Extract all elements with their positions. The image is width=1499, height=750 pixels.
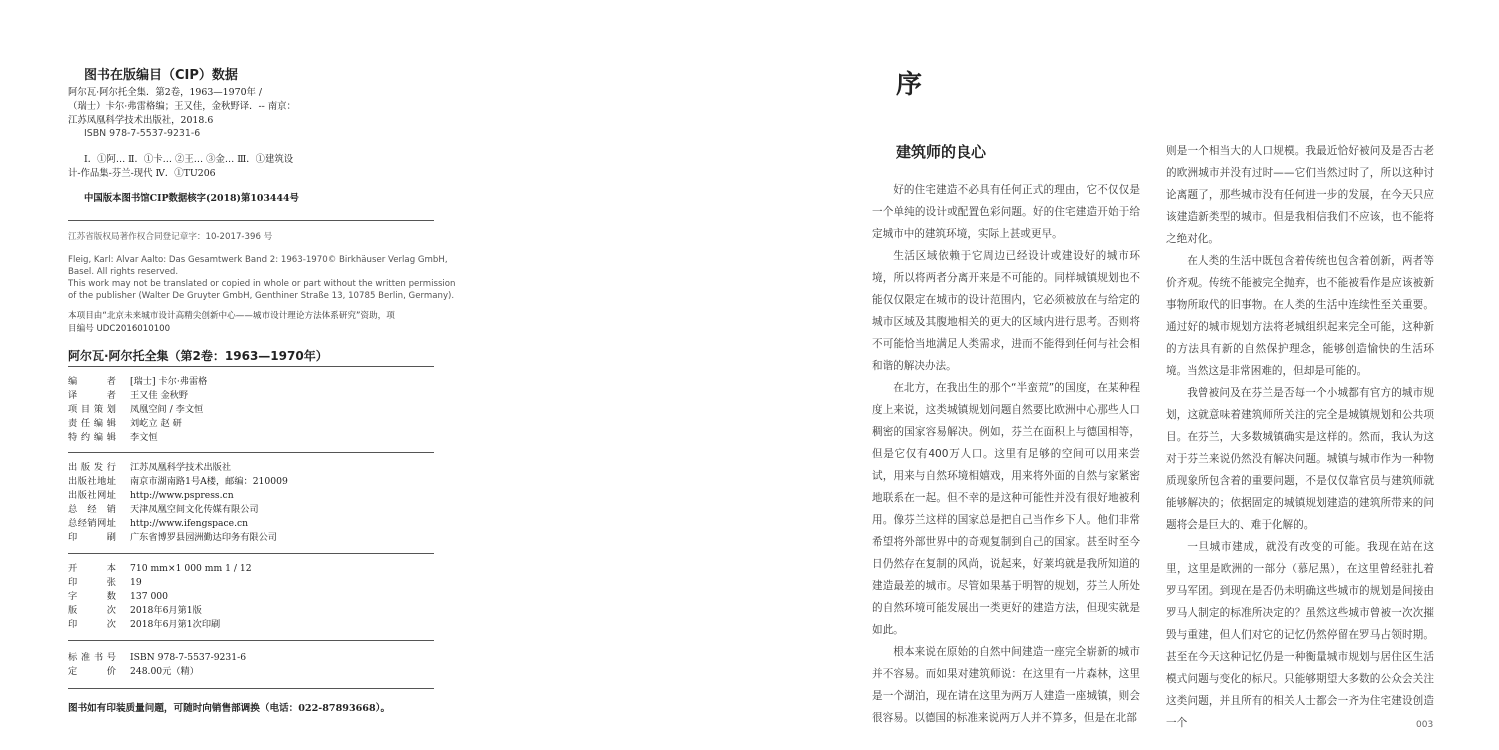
info-value: 710 mm×1 000 mm 1 / 12 (130, 563, 252, 574)
info-row (68, 475, 288, 489)
footnote: 图书如有印装质量问题，可随时向销售部调换（电话：022-87893668）。 (68, 703, 391, 714)
info-label: 标准书号 (68, 652, 116, 663)
info-row (68, 431, 158, 445)
info-label: 译者 (68, 390, 116, 401)
info-label: 项目策划 (68, 404, 116, 415)
divider (68, 553, 434, 554)
english-copyright-line: Basel. All rights reserved. (68, 267, 179, 277)
info-value: 137 000 (130, 591, 168, 602)
info-label: 版次 (68, 605, 116, 616)
info-row (68, 461, 231, 475)
info-row (68, 489, 234, 503)
classification-line: 计-作品集-芬兰-现代 Ⅳ．①TU206 (68, 168, 216, 179)
info-value: 王又佳 金秋野 (130, 390, 189, 401)
text-column-right (1166, 140, 1434, 734)
paragraph: 生活区域依赖于它周边已经设计或建设好的城市环境，所以将两者分离开来是不可能的。同样城镇规划也不能仅仅限定在城市的设计范围内，它必须被放在与给定的城市区域及其腹地相关的更大的区域内进行思考。否则将不可能恰当地满足人类需求，进而不能得到任何与社会相和谐的解决办法。 (872, 250, 1140, 372)
info-row (68, 562, 252, 576)
cip-title: 图书在版编目（CIP）数据 (84, 68, 238, 83)
paragraph: 我曾被问及在芬兰是否每一个小城都有官方的城市规划，这就意味着建筑师所关注的完全是城镇规划和公共项目。在芬兰，大多数城镇确实是这样的。然而，我认为这对于芬兰来说仍然没有解决问题。城镇与城市作为一种物质现象所包含着的重要问题，不是仅仅靠官员与建筑师就能够解决的；依据固定的城镇规划建造的建筑所带来的问题将会是巨大的、难于化解的。 (1166, 387, 1434, 531)
info-value: 248.00元（精） (130, 666, 199, 677)
page-number: 003 (1416, 720, 1434, 730)
info-value: 2018年6月第1次印刷 (130, 619, 221, 630)
info-row (68, 403, 203, 417)
info-value: http://www.pspress.cn (130, 490, 234, 501)
info-row (68, 417, 182, 431)
paragraph: 则是一个相当大的人口规模。我最近恰好被问及是否古老的欧洲城市并没有过时——它们当然过时了，所以这种讨论离题了，那些城市没有任何进一步的发展，在今天只应该建造新类型的城市。但是我相信我们不应该，也不能将之绝对化。 (1166, 145, 1434, 245)
info-label: 印次 (68, 619, 116, 630)
paragraph: 好的住宅建造不必具有任何正式的理由，它不仅仅是一个单纯的设计或配置色彩问题。好的住宅建造开始于给定城市中的建筑环境，实际上甚或更早。 (872, 184, 1140, 240)
section-title: 建筑师的良心 (896, 143, 987, 161)
info-value: 广东省博罗县园洲勤达印务有限公司 (130, 532, 277, 543)
cip-number: 中国版本图书馆CIP数据核字(2018)第103444号 (84, 193, 299, 204)
info-row (68, 389, 188, 403)
info-label: 印刷 (68, 532, 116, 543)
info-row (68, 375, 207, 389)
info-row (68, 517, 248, 531)
info-value: 19 (130, 577, 142, 588)
info-value: 2018年6月第1版 (130, 605, 202, 616)
info-value: [瑞士] 卡尔·弗雷格 (130, 376, 208, 387)
info-label: 责任编辑 (68, 418, 116, 429)
book-title: 阿尔瓦·阿尔托全集（第2卷：1963—1970年） (68, 349, 328, 363)
info-value: 刘屹立 赵 研 (130, 418, 182, 429)
info-label: 特约编辑 (68, 432, 116, 443)
english-copyright-line: Fleig, Karl: Alvar Aalto: Das Gesamtwerk Band 2: 1963-1970© Birkhäuser Verlag GmbH, (68, 255, 448, 265)
info-value: 凤凰空间 / 李文恒 (130, 404, 204, 415)
english-copyright-line: of the publisher (Walter De Gruyter GmbH, Genthiner Straße 13, 10785 Berlin, Germany). (68, 291, 455, 301)
info-label: 定价 (68, 666, 116, 677)
info-row (68, 503, 259, 517)
info-value: 李文恒 (130, 432, 158, 443)
paragraph: 在北方，在我出生的那个“半蛮荒”的国度，在某种程度上来说，这类城镇规划问题自然要比欧洲中心那些人口稠密的国家容易解决。例如，芬兰在面积上与德国相等，但是它仅有400万人口。这里有足够的空间可以用来尝试，用来与自然环境相嬉戏，用来将外面的自然与家紧密地联系在一起。但不幸的是这种可能性并没有很好地被利用。像芬兰这样的国家总是把自己当作乡下人。他们非常希望将外部世界中的奇观复制到自己的国家。甚至时至今日仍然存在复制的风尚，说起来，好莱坞就是我所知道的建造最差的城市。尽管如果基于明智的规划，芬兰人所处的自然环境可能发展出一类更好的建造方法，但现实就是如此。 (872, 382, 1140, 636)
info-label: 开本 (68, 563, 116, 574)
info-label: 出版社地址 (68, 476, 116, 487)
paragraph: 在人类的生活中既包含着传统也包含着创新，两者等价齐观。传统不能被完全抛弃，也不能被看作是应该被新事物所取代的旧事物。在人类的生活中连续性至关重要。通过好的城市规划方法将老城组织起来完全可能，这种新的方法具有新的自然保护理念，能够创造愉快的生活环境。当然这是非常困难的，但却是可能的。 (1166, 255, 1434, 377)
paragraph: 一旦城市建成，就没有改变的可能。我现在站在这里，这里是欧洲的一部分（慕尼黑），在这里曾经驻扎着罗马军团。到现在是否仍未明确这些城市的规划是间接由罗马人制定的标准所决定的？虽然这些城市曾被一次次摧毁与重建，但人们对它的记忆仍然停留在罗马占领时期。甚至在今天这种记忆仍是一种衡量城市规划与居住区生活模式问题与变化的标尺。只能够期望大多数的公众会关注这类问题，并且所有的相关人士都会一齐为住宅建设创造一个 (1166, 541, 1434, 729)
info-row (68, 651, 246, 665)
divider (68, 220, 434, 221)
info-value: ISBN 978-7-5537-9231-6 (130, 652, 247, 663)
info-label: 总经销网址 (68, 518, 116, 529)
cip-isbn: ISBN 978-7-5537-9231-6 (84, 128, 201, 139)
info-row (68, 604, 202, 618)
info-label: 印张 (68, 577, 116, 588)
funding-line: 本项目由“北京未来城市设计高精尖创新中心——城市设计理论方法体系研究”资助，项 (68, 311, 395, 321)
info-row (68, 665, 199, 679)
cip-line: 江苏凤凰科学技术出版社，2018.6 (68, 115, 214, 126)
cip-line: 阿尔瓦·阿尔托全集．第2卷，1963—1970年 / (68, 87, 263, 98)
info-label: 出版社网址 (68, 490, 116, 501)
classification-line: Ⅰ．①阿… Ⅱ．①卡… ②王… ③金… Ⅲ．①建筑设 (84, 154, 294, 165)
english-copyright-line: This work may not be translated or copied in whole or part without the written permission (68, 279, 456, 289)
divider (68, 688, 434, 689)
info-label: 字数 (68, 591, 116, 602)
paragraph: 根本来说在原始的自然中间建造一座完全崭新的城市并不容易。而如果对建筑师说：在这里有一片森林，这里是一个湖泊，现在请在这里为两万人建造一座城镇，则会很容易。以德国的标准来说两万人并不算多，但是在北部 (872, 646, 1140, 724)
divider (68, 366, 434, 367)
info-value: http://www.ifengspace.cn (130, 518, 249, 529)
info-row (68, 576, 142, 590)
info-value: 江苏凤凰科学技术出版社 (130, 462, 232, 473)
cip-line: （瑞士）卡尔·弗雷格编；王又佳，金秋野译．-- 南京： (68, 101, 296, 112)
info-row (68, 590, 168, 604)
info-label: 总经销 (68, 504, 116, 515)
divider (68, 640, 434, 641)
divider (68, 452, 434, 453)
info-label: 编者 (68, 376, 116, 387)
info-label: 出版发行 (68, 462, 116, 473)
preface-title: 序 (896, 70, 923, 100)
info-row (68, 618, 220, 632)
funding-line: 目编号 UDC2016010100 (68, 324, 171, 334)
info-value: 天津凤凰空间文化传媒有限公司 (130, 504, 259, 515)
info-row (68, 531, 277, 545)
text-column-left (872, 179, 1140, 729)
copyright-registration: 江苏省版权局著作权合同登记章字：10-2017-396 号 (68, 232, 273, 242)
info-value: 南京市湖南路1号A楼，邮编：210009 (130, 476, 288, 487)
